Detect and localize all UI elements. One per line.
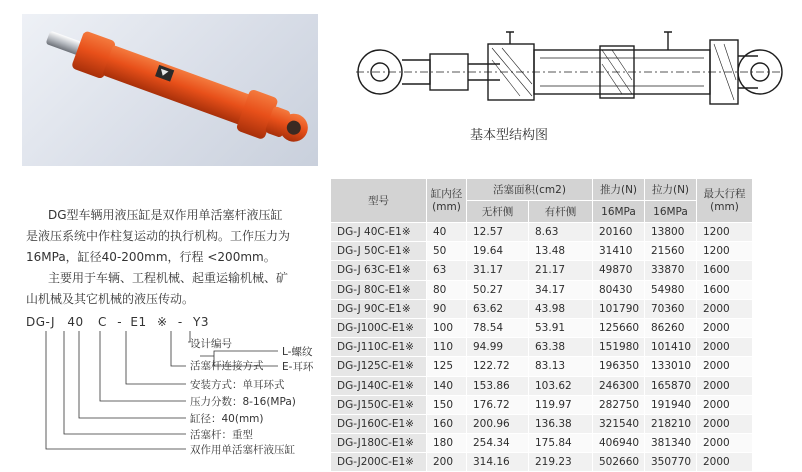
table-row: [331, 338, 753, 357]
table-row: [331, 414, 753, 433]
cell-pull: 33870: [645, 261, 697, 280]
diagram-caption: 基本型结构图: [470, 128, 549, 143]
label-rod-connection: 活塞杆连接方式: [190, 360, 264, 372]
cell-stroke: 1600: [697, 261, 753, 280]
label-eye: E-耳环: [282, 361, 314, 373]
label-bore: 缸径：40(mm): [190, 413, 264, 425]
cell-area-rodless: 94.99: [467, 338, 529, 357]
cell-bore: 160: [427, 414, 467, 433]
table-row: [331, 223, 753, 242]
cell-area-rodless: 12.57: [467, 223, 529, 242]
cell-pull: 218210: [645, 414, 697, 433]
cell-area-rod: 136.38: [529, 414, 593, 433]
cell-push: 101790: [593, 299, 645, 318]
cell-area-rodless: 122.72: [467, 357, 529, 376]
cell-stroke: 2000: [697, 318, 753, 337]
cell-area-rodless: 254.34: [467, 434, 529, 453]
cell-stroke: 2000: [697, 434, 753, 453]
cell-pull: 13800: [645, 223, 697, 242]
header-piston-area: 活塞面积(cm2): [467, 179, 593, 201]
description-line-5: 山机械及其它机械的液压传动。: [26, 292, 195, 306]
label-pressure: 压力分数：8-16(MPa): [190, 396, 296, 408]
cell-pull: 165870: [645, 376, 697, 395]
cell-pull: 86260: [645, 318, 697, 337]
cell-area-rod: 119.97: [529, 395, 593, 414]
cell-area-rod: 13.48: [529, 242, 593, 261]
cell-bore: 180: [427, 434, 467, 453]
structure-diagram: [350, 20, 790, 116]
description-line-1: DG型车辆用液压缸是双作用单活塞杆液压缸: [48, 208, 283, 222]
cell-stroke: 1600: [697, 280, 753, 299]
cell-area-rod: 43.98: [529, 299, 593, 318]
cell-pull: 191940: [645, 395, 697, 414]
cell-bore: 200: [427, 453, 467, 472]
cell-area-rod: 63.38: [529, 338, 593, 357]
cell-stroke: 2000: [697, 357, 753, 376]
header-pull: 拉力(N): [645, 179, 697, 201]
cell-area-rodless: 19.64: [467, 242, 529, 261]
cell-pull: 54980: [645, 280, 697, 299]
model-code-mount: E1: [130, 315, 147, 329]
cell-model: DG-J160C-E1※: [331, 414, 427, 433]
table-row: [331, 242, 753, 261]
cell-push: 151980: [593, 338, 645, 357]
cell-stroke: 2000: [697, 338, 753, 357]
table-row: [331, 261, 753, 280]
cell-stroke: 2000: [697, 453, 753, 472]
cell-push: 49870: [593, 261, 645, 280]
cell-bore: 80: [427, 280, 467, 299]
cell-pull: 101410: [645, 338, 697, 357]
header-bore: 缸内径 (mm): [427, 179, 467, 223]
model-code-dash-1: -: [117, 315, 123, 329]
cell-model: DG-J 80C-E1※: [331, 280, 427, 299]
header-pull-pressure: 16MPa: [645, 201, 697, 223]
cell-stroke: 1200: [697, 223, 753, 242]
spec-table: [330, 178, 753, 472]
cell-area-rod: 21.17: [529, 261, 593, 280]
cell-area-rod: 83.13: [529, 357, 593, 376]
cell-push: 31410: [593, 242, 645, 261]
cell-bore: 50: [427, 242, 467, 261]
description-line-3: 16MPa，缸径40-200mm，行程 <200mm。: [26, 250, 276, 264]
model-code-design: Y3: [193, 315, 209, 329]
cell-pull: 133010: [645, 357, 697, 376]
cell-model: DG-J 90C-E1※: [331, 299, 427, 318]
cell-bore: 125: [427, 357, 467, 376]
model-code-leader-lines: [0, 0, 330, 462]
table-row: [331, 376, 753, 395]
header-push-pressure: 16MPa: [593, 201, 645, 223]
cell-area-rod: 8.63: [529, 223, 593, 242]
cell-area-rod: 219.23: [529, 453, 593, 472]
cell-model: DG-J100C-E1※: [331, 318, 427, 337]
cell-pull: 21560: [645, 242, 697, 261]
cell-area-rod: 103.62: [529, 376, 593, 395]
cell-area-rod: 175.84: [529, 434, 593, 453]
cell-model: DG-J110C-E1※: [331, 338, 427, 357]
cell-model: DG-J150C-E1※: [331, 395, 427, 414]
cell-push: 321540: [593, 414, 645, 433]
cell-pull: 381340: [645, 434, 697, 453]
description-line-4: 主要用于车辆、工程机械、起重运输机械、矿: [48, 271, 289, 285]
cylinder-section-drawing: [350, 20, 790, 116]
model-code-bore: 40: [67, 315, 84, 329]
header-push: 推力(N): [593, 179, 645, 201]
cell-bore: 150: [427, 395, 467, 414]
cell-push: 80430: [593, 280, 645, 299]
cell-area-rodless: 200.96: [467, 414, 529, 433]
model-code-dash-2: -: [177, 315, 183, 329]
header-model: 型号: [331, 179, 427, 223]
cell-area-rodless: 50.27: [467, 280, 529, 299]
cell-stroke: 2000: [697, 376, 753, 395]
label-design-number: 设计编号: [190, 338, 232, 350]
cell-model: DG-J 40C-E1※: [331, 223, 427, 242]
cell-area-rodless: 176.72: [467, 395, 529, 414]
table-row: [331, 434, 753, 453]
cell-bore: 110: [427, 338, 467, 357]
cell-bore: 140: [427, 376, 467, 395]
label-cylinder-type: 双作用单活塞杆液压缸: [190, 444, 295, 456]
header-area-rodless: 无杆侧: [467, 201, 529, 223]
cell-area-rodless: 314.16: [467, 453, 529, 472]
cell-stroke: 2000: [697, 414, 753, 433]
cell-model: DG-J180C-E1※: [331, 434, 427, 453]
cell-bore: 63: [427, 261, 467, 280]
table-row: [331, 299, 753, 318]
cell-stroke: 2000: [697, 395, 753, 414]
description-line-2: 是液压系统中作柱复运动的执行机构。工作压力为: [26, 229, 291, 243]
cell-area-rod: 34.17: [529, 280, 593, 299]
cell-area-rodless: 78.54: [467, 318, 529, 337]
label-thread: L-螺纹: [282, 346, 313, 358]
cell-stroke: 1200: [697, 242, 753, 261]
header-stroke: 最大行程 (mm): [697, 179, 753, 223]
cell-area-rodless: 63.62: [467, 299, 529, 318]
cell-push: 502660: [593, 453, 645, 472]
table-row: [331, 357, 753, 376]
cell-area-rodless: 31.17: [467, 261, 529, 280]
table-row: [331, 318, 753, 337]
cell-push: 406940: [593, 434, 645, 453]
cell-push: 196350: [593, 357, 645, 376]
cell-area-rod: 53.91: [529, 318, 593, 337]
model-code-series: DG-J: [26, 315, 56, 329]
label-rod-type: 活塞杆：重型: [190, 429, 253, 441]
cell-bore: 40: [427, 223, 467, 242]
table-row: [331, 395, 753, 414]
cell-push: 20160: [593, 223, 645, 242]
cell-push: 282750: [593, 395, 645, 414]
label-mounting: 安装方式：单耳环式: [190, 379, 285, 391]
model-code-rod-end: ※: [156, 315, 168, 329]
header-area-rod: 有杆侧: [529, 201, 593, 223]
cell-model: DG-J 63C-E1※: [331, 261, 427, 280]
model-code-pressure: C: [98, 315, 107, 329]
cell-pull: 70360: [645, 299, 697, 318]
cell-bore: 100: [427, 318, 467, 337]
cell-area-rodless: 153.86: [467, 376, 529, 395]
cell-stroke: 2000: [697, 299, 753, 318]
cell-bore: 90: [427, 299, 467, 318]
cell-model: DG-J 50C-E1※: [331, 242, 427, 261]
table-row: [331, 280, 753, 299]
cell-push: 246300: [593, 376, 645, 395]
cell-pull: 350770: [645, 453, 697, 472]
cell-model: DG-J200C-E1※: [331, 453, 427, 472]
cell-model: DG-J140C-E1※: [331, 376, 427, 395]
table-row: [331, 453, 753, 472]
cell-model: DG-J125C-E1※: [331, 357, 427, 376]
cell-push: 125660: [593, 318, 645, 337]
